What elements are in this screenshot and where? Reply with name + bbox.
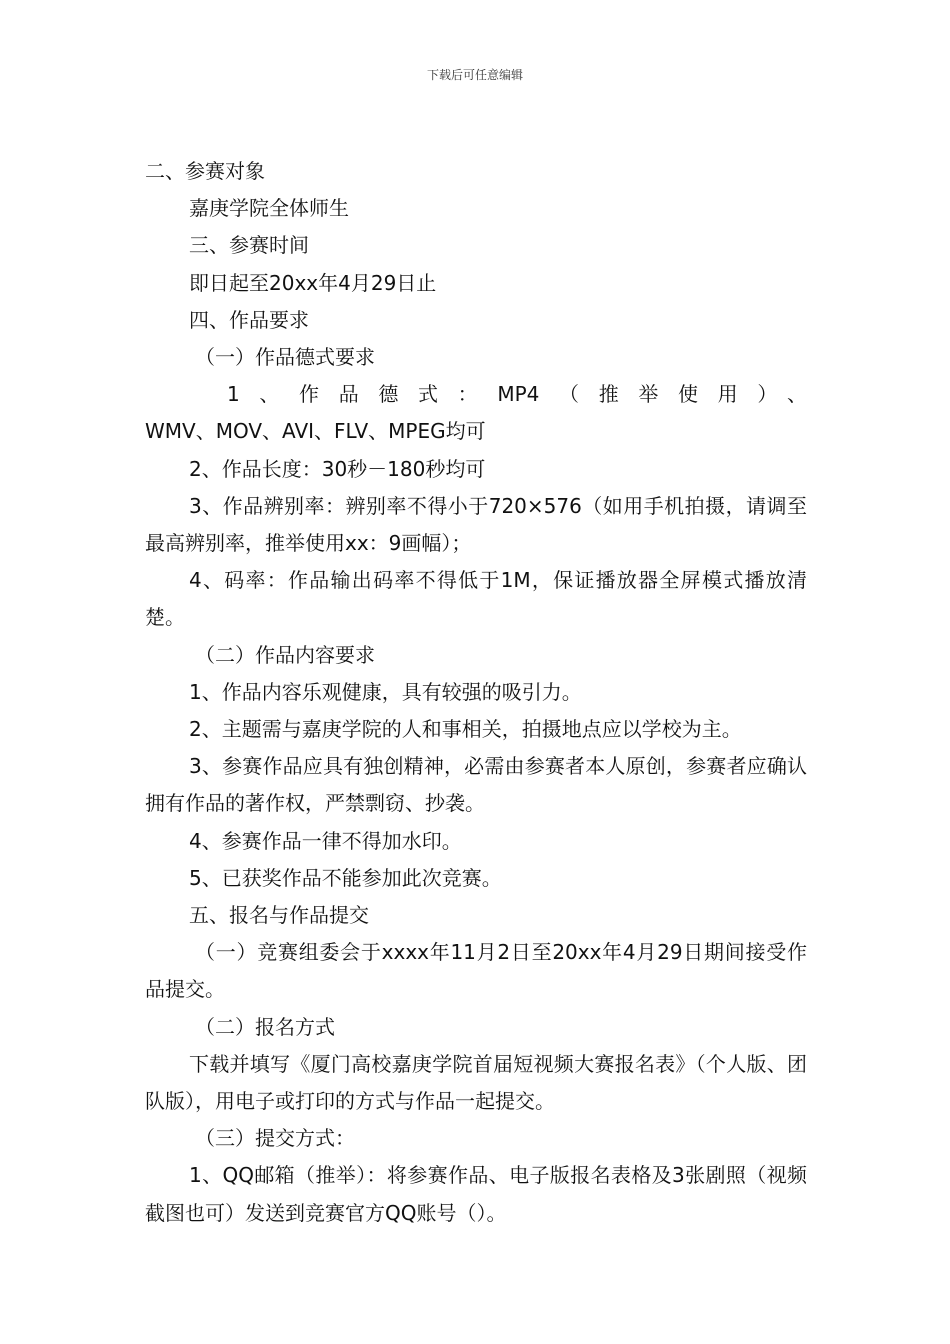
subheading-format-requirements: （一）作品德式要求 [195, 345, 375, 370]
section-heading-registration: 五、报名与作品提交 [189, 903, 369, 928]
paragraph-content-3: 3、参赛作品应具有独创精神，必需由参赛者本人原创，参赛者应确认拥有作品的著作权，严禁剽窃、抄袭。 [145, 754, 807, 816]
page-header-note: 下载后可任意编辑 [426, 68, 523, 82]
paragraph-format-2: 2、作品长度：30秒－180秒均可 [189, 456, 486, 481]
paragraph-content-2: 2、主题需与嘉庚学院的人和事相关，拍摄地点应以学校为主。 [189, 717, 742, 742]
subheading-content-requirements: （二）作品内容要求 [195, 642, 375, 667]
paragraph-submission-qq: 1、QQ邮箱（推举）：将参赛作品、电子版报名表格及3张剧照（视频截图也可）发送到竞赛官方QQ账号（）。 [145, 1163, 807, 1225]
paragraph-format-4: 4、码率：作品输出码率不得低于1M，保证播放器全屏模式播放清楚。 [145, 568, 807, 630]
paragraph-format-3: 3、作品辨别率：辨别率不得小于720×576（如用手机拍摄，请调至最高辨别率，推举使用xx：9画幅）； [145, 493, 807, 556]
subheading-submission-method: （三）提交方式： [195, 1126, 355, 1151]
paragraph-content-4: 4、参赛作品一律不得加水印。 [189, 828, 462, 853]
paragraph-participants: 嘉庚学院全体师生 [189, 196, 349, 221]
paragraph-content-1: 1、作品内容乐观健康，具有较强的吸引力。 [189, 679, 582, 704]
paragraph-registration-method: 下载并填写《厦门高校嘉庚学院首届短视频大赛报名表》（个人版、团队版），用电子或打印的方式与作品一起提交。 [145, 1051, 807, 1114]
section-heading-time: 三、参赛时间 [189, 233, 309, 258]
paragraph-time: 即日起至20xx年4月29日止 [189, 270, 437, 295]
section-heading-participants: 二、参赛对象 [145, 159, 265, 183]
paragraph-content-5: 5、已获奖作品不能参加此次竞赛。 [189, 865, 502, 890]
paragraph-registration-period: （一）竞赛组委会于xxxx年11月2日至20xx年4月29日期间接受作品提交。 [145, 940, 807, 1002]
subheading-registration-method: （二）报名方式 [195, 1014, 335, 1039]
section-heading-requirements: 四、作品要求 [189, 307, 309, 332]
document-body [145, 153, 807, 1232]
paragraph-format-1: 1、作品德式：MP4（推举使用）、 [227, 382, 807, 407]
paragraph-format-1-cont: WMV、MOV、AVI、FLV、MPEG均可 [145, 419, 486, 444]
